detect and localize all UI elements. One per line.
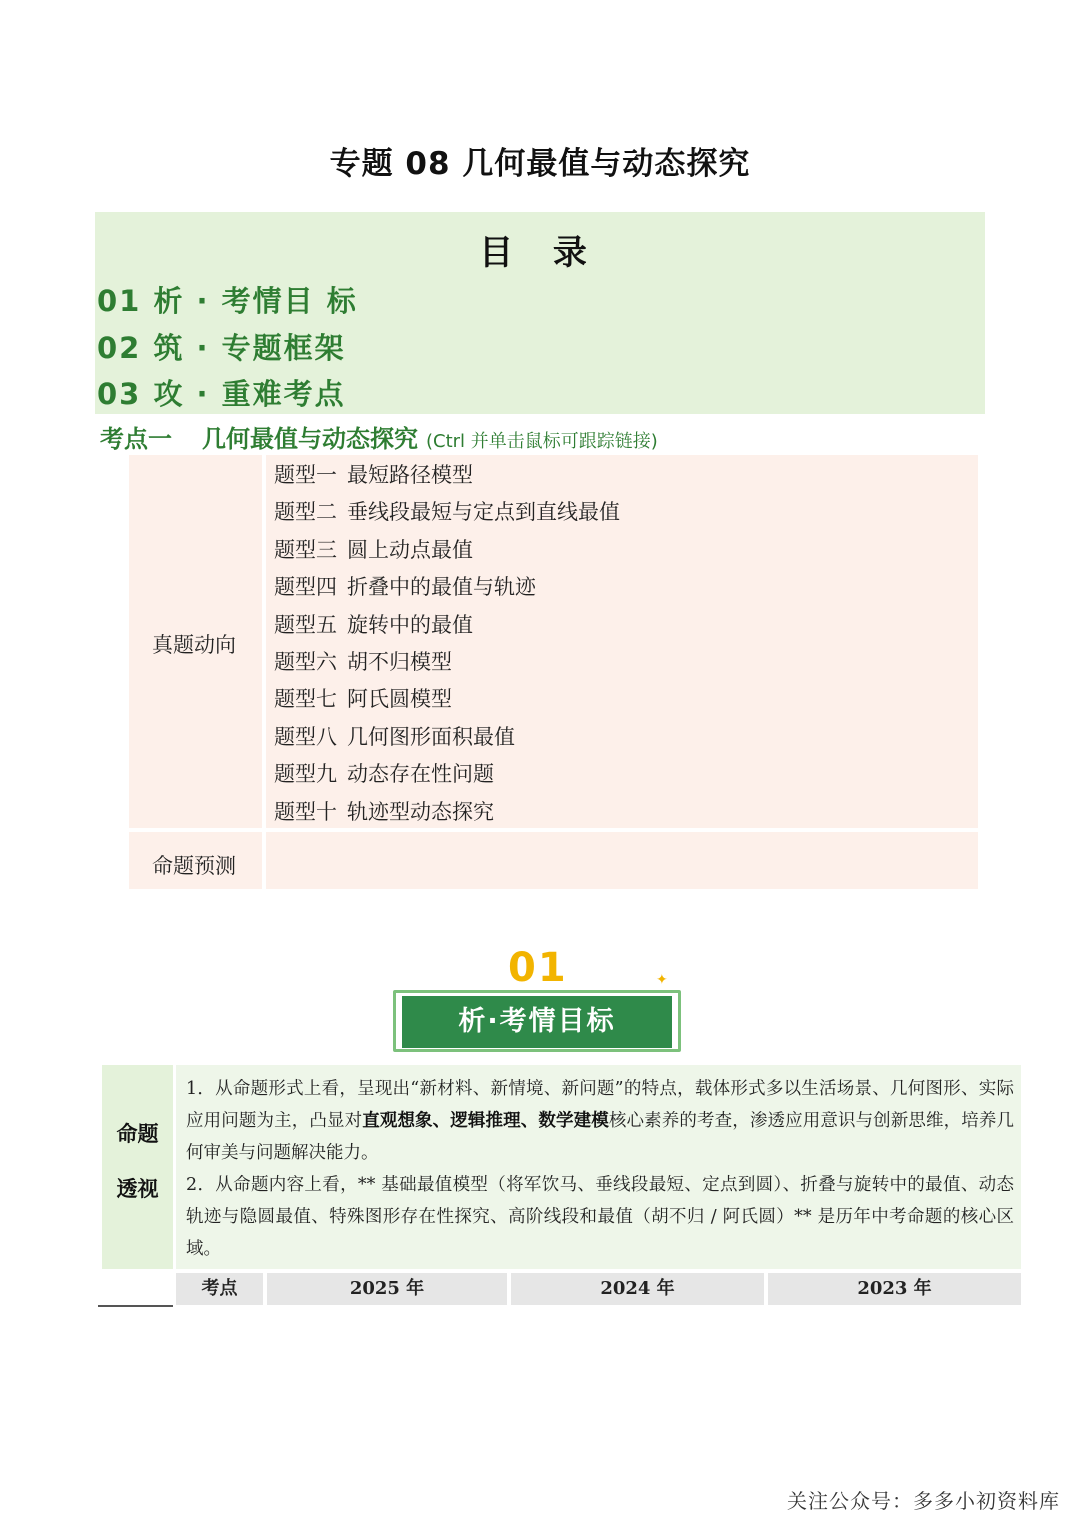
- prediction-label: 命题预测: [152, 854, 236, 878]
- question-type-link[interactable]: 题型十 轨迹型动态探究: [274, 799, 494, 824]
- question-type-link[interactable]: 题型六 胡不归模型: [274, 649, 452, 674]
- question-type-link[interactable]: 题型九 动态存在性问题: [274, 762, 494, 787]
- col-header-kaodian: 考点: [176, 1273, 263, 1305]
- kaodian-title: 几何最值与动态探究: [202, 425, 418, 453]
- col-header-2025: 2025 年: [267, 1273, 507, 1305]
- toc-heading: 目 录: [479, 233, 601, 273]
- perspective-label-line1: 命题: [116, 1121, 159, 1146]
- question-type-list: [274, 457, 620, 831]
- perspective-paragraph-2: 2．从命题内容上看，** 基础最值模型（将军饮马、垂线段最短、定点到圆）、折叠与旋转中的最值、动态轨迹与隐圆最值、特殊图形存在性探究、高阶线段和最值（胡不归 / 阿氏圆）** 是历年中考命题的核心区域。: [186, 1175, 1014, 1259]
- question-type-link[interactable]: 题型三 圆上动点最值: [274, 537, 473, 562]
- perspective-label-cell: [102, 1065, 173, 1269]
- kaodian-label: 考点一: [100, 425, 172, 453]
- kaodian-link[interactable]: [100, 419, 658, 454]
- question-type-link[interactable]: 题型五 旋转中的最值: [274, 612, 473, 637]
- section-number: 01: [508, 945, 568, 991]
- col-header-2023: 2023 年: [768, 1273, 1021, 1305]
- question-type-link[interactable]: 题型八 几何图形面积最值: [274, 724, 515, 749]
- perspective-text: [186, 1073, 1014, 1265]
- outline-prediction-cell: [266, 832, 978, 889]
- footer-watermark: 关注公众号：多多小初资料库: [787, 1489, 1060, 1513]
- real-exam-trends-label: 真题动向: [152, 633, 236, 657]
- perspective-paragraph-1: 1．从命题形式上看，呈现出“新材料、新情境、新问题”的特点，载体形式多以生活场景、几何图形、实际应用问题为主，凸显对直观想象、逻辑推理、数学建模核心素养的考查，渗透应用意识与创新思维，培养几何审美与问题解决能力。: [186, 1079, 1015, 1163]
- table-rule: [98, 1305, 173, 1307]
- question-type-link[interactable]: 题型四 折叠中的最值与轨迹: [274, 575, 536, 600]
- toc-link-key-points[interactable]: 03 攻 · 重难考点: [97, 377, 346, 411]
- document-title: 专题 08 几何最值与动态探究: [329, 146, 751, 182]
- question-type-link[interactable]: 题型一 最短路径模型: [274, 463, 473, 487]
- toc-link-analysis[interactable]: 01 析 · 考情目 标: [97, 284, 358, 318]
- sparkle-icon: ✦: [656, 972, 668, 988]
- toc-link-framework[interactable]: 02 筑 · 专题框架: [97, 331, 346, 365]
- perspective-label-line2: 透视: [116, 1176, 159, 1201]
- section-banner: 析·考情目标: [402, 996, 672, 1048]
- question-type-link[interactable]: 题型七 阿氏圆模型: [274, 687, 452, 712]
- col-header-2024: 2024 年: [511, 1273, 764, 1305]
- question-type-link[interactable]: 题型二 垂线段最短与定点到直线最值: [274, 500, 620, 525]
- ctrl-click-hint: (Ctrl 并单击鼠标可跟踪链接): [426, 431, 658, 452]
